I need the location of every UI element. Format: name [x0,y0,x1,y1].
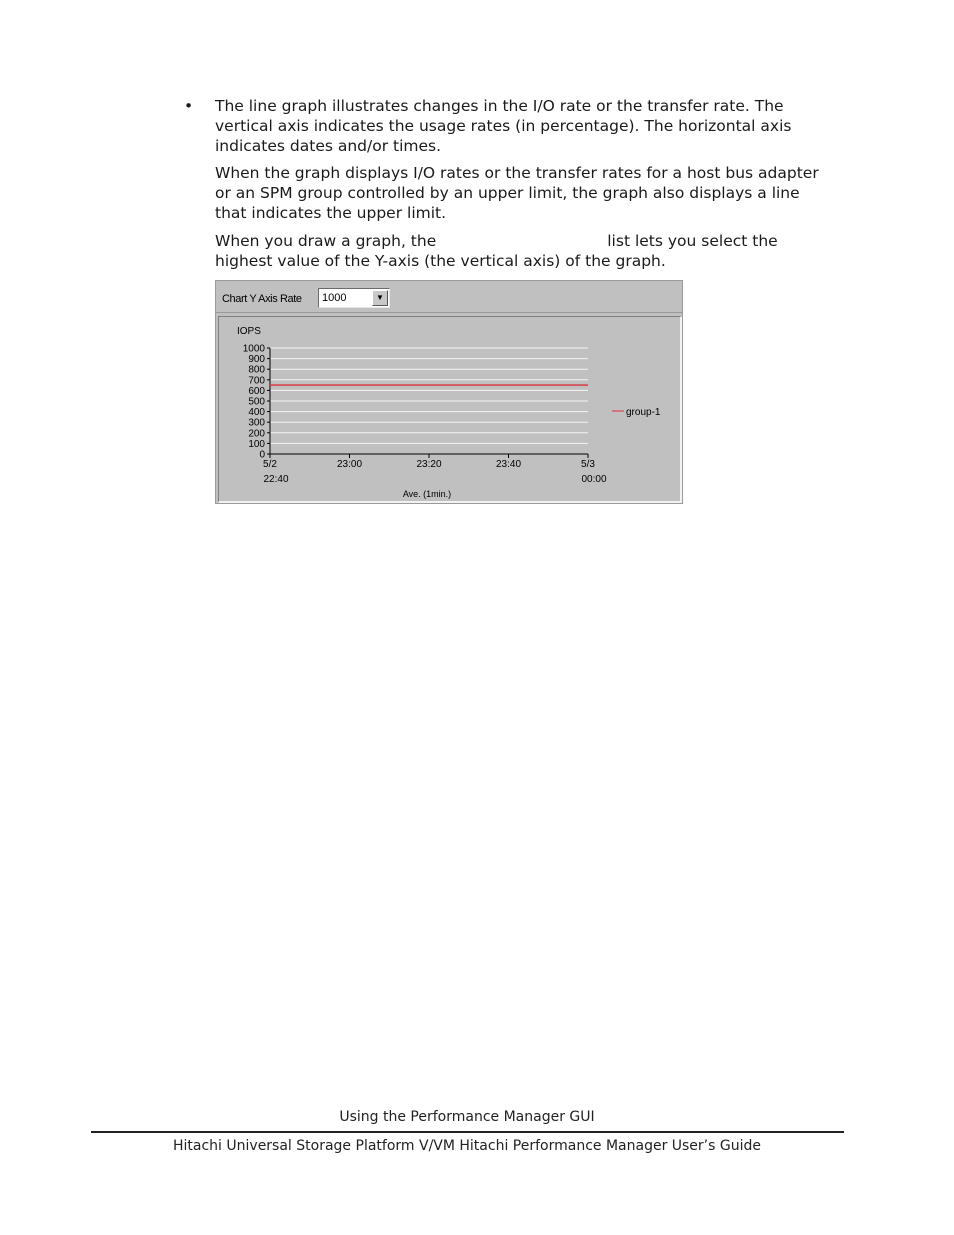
x-axis-label: Ave. (1min.) [402,489,452,499]
paragraph-y-axis [215,231,835,271]
paragraph-upper-limit: When the graph displays I/O rates or the transfer rates for a host bus adapter or an SPM group controlled by an upper limit, the graph also displays a line that indicates the upper limit. [215,164,819,222]
x-tick-label: 23:40 [495,459,522,470]
y-tick-label: 600 [248,385,265,397]
dropdown-button[interactable] [372,290,388,306]
y-tick-label: 800 [248,364,265,376]
paragraph-y-axis-before: When you draw a graph, the [215,232,437,250]
x-tick-sublabel: 00:00 [581,474,607,485]
y-tick-label: 1000 [242,343,265,355]
y-tick-label: 200 [248,428,265,440]
x-tick-sublabel: 22:40 [263,474,289,485]
y-axis-label: IOPS [237,326,261,337]
chart-panel [218,316,682,503]
y-axis-rate-label: Chart Y Axis Rate [222,293,302,305]
y-axis-rate-select[interactable] [318,288,390,308]
bullet-marker: • [184,97,194,115]
footer-section-title: Using the Performance Manager GUI [339,1109,595,1125]
y-tick-label: 400 [248,407,265,419]
y-tick-label: 0 [259,449,265,461]
legend-label: group-1 [626,407,661,418]
y-tick-label: 100 [248,438,265,450]
x-tick-label: 5/2 [263,459,277,470]
y-tick-label: 900 [248,354,265,366]
paragraph-line-graph: The line graph illustrates changes in the I/O rate or the transfer rate. The vertical axis indicates the usage rates (in percentage). The horizontal axis indicates dates and/or times. [215,97,792,155]
paragraph-y-axis-after: list lets you select the highest value of the Y-axis (the vertical axis) of the graph. [215,232,778,270]
y-axis-rate-value: 1000 [322,292,347,304]
y-tick-label: 300 [248,417,265,429]
iops-line-chart [219,317,680,501]
chart-toolbar [216,281,682,313]
y-tick-label: 700 [248,375,265,387]
chevron-down-icon: ▼ [376,293,384,302]
y-tick-label: 500 [248,396,265,408]
chart-screenshot [215,280,683,504]
x-tick-label: 23:00 [336,459,363,470]
x-tick-label: 23:20 [416,459,442,470]
x-tick-label: 5/3 [581,459,595,470]
footer-divider [91,1131,844,1133]
footer-guide-title: Hitachi Universal Storage Platform V/VM Hitachi Performance Manager User’s Guide [173,1138,761,1154]
